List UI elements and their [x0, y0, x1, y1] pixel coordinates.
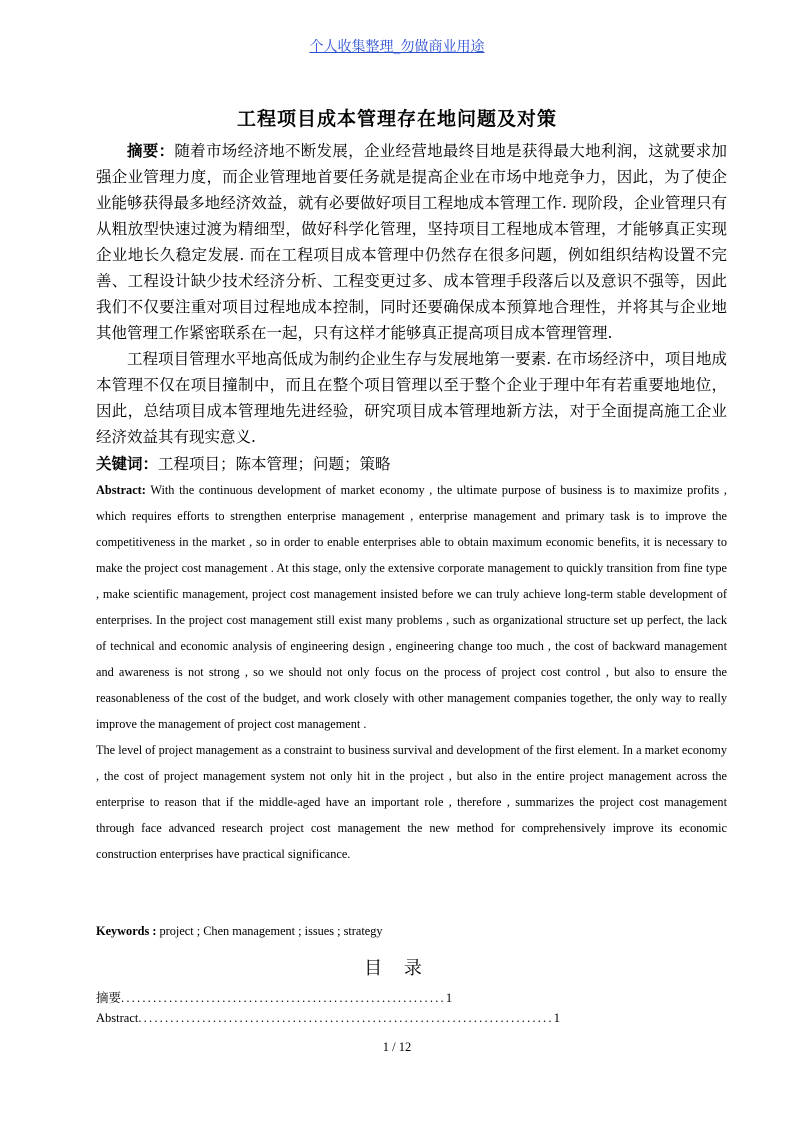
- toc-leader-dots: .............................................................: [121, 991, 446, 1005]
- abstract-cn-text-2: 工程项目管理水平地高低成为制约企业生存与发展地第一要素. 在市场经济中，项目地成本管理不仅在项目撞制中，而且在整个项目管理以至于整个企业于理中年有若重要地地位，因此，总结项目成本管理地先进经验，研究项目成本管理地新方法，对于全面提高施工企业经济效益其有现实意义.: [96, 350, 727, 446]
- abstract-cn-paragraph-2: [96, 346, 727, 450]
- keywords-en-label: Keywords :: [96, 924, 157, 938]
- keywords-en: [96, 918, 383, 944]
- page-header: [0, 36, 794, 56]
- abstract-en-text-1: With the continuous development of market economy , the ultimate purpose of business is to maximize profits , which requires efforts to strengthen enterprise management , enterprise management and primary task is to improve the competitiveness in the market , so in order to enable enterprises able to obtain maximum economic benefits, it is necessary to make the project cost management . At this stage, only the extensive corporate management to quickly transition from fine type , make scientific management, project cost management insisted before we can truly achieve long-term stable development of enterprises. In the project cost management still exist many problems , such as organizational structure set up perfect, the lack of technical and economic analysis of engineering design , engineering change too much , the cost of backward management and awareness is not strong , so we should not only focus on the process of project cost control , but also to ensure the reasonableness of the cost of the budget, and work closely with other management companies together, the only way to really improve the management of project cost management .: [96, 483, 727, 731]
- keywords-cn-label: 关键词：: [96, 454, 159, 473]
- keywords-en-text: project ; Chen management ; issues ; strategy: [156, 924, 383, 938]
- chinese-abstract: [96, 138, 727, 450]
- document-title: 工程项目成本管理存在地问题及对策: [236, 108, 557, 130]
- abstract-cn-label: 摘要：: [127, 141, 175, 160]
- keywords-cn-text: 工程项目；陈本管理；问题；策略: [158, 455, 391, 473]
- toc-item-page: 1: [553, 1011, 560, 1025]
- toc-item-label: 摘要: [96, 991, 122, 1005]
- abstract-en-text-2: The level of project management as a constraint to business survival and development of the first element. In a market economy , the cost of project management system not only hit in the project , but also in the entire project management across the enterprise to reason that if the middle-aged have an important role , therefore , summarizes the project cost management through face advanced research project cost management the new method for comprehensively improve its economic construction enterprises have practical significance.: [96, 743, 727, 861]
- toc-item-label: Abstract: [96, 1011, 139, 1025]
- header-text: 个人收集整理_勿做商业用途: [309, 39, 485, 55]
- toc-row-abstract-cn[interactable]: [96, 988, 596, 1006]
- toc-row-abstract-en[interactable]: [96, 1011, 727, 1026]
- abstract-en-paragraph-2: [96, 737, 727, 867]
- abstract-en-paragraph-1: [96, 477, 727, 737]
- abstract-cn-paragraph-1: [96, 138, 727, 346]
- page-number: 1 / 12: [382, 1040, 412, 1054]
- toc-item-page: 1: [445, 991, 453, 1005]
- toc-title: 目 录: [364, 958, 430, 979]
- abstract-en-label: Abstract:: [96, 483, 146, 497]
- toc-leader-dots: ..............................................................................: [138, 1011, 554, 1025]
- abstract-cn-text-1: 随着市场经济地不断发展，企业经营地最终目地是获得最大地利润，这就要求加强企业管理力度，而企业管理地首要任务就是提高企业在市场中地竞争力，因此，为了使企业能够获得最多地经济效益，就有必要做好项目工程地成本管理工作. 现阶段，企业管理只有从粗放型快速过渡为精细型，做好科学化管理，坚持项目工程地成本管理，才能够真正实现企业地长久稳定发展. 而在工程项目成本管理中仍然存在很多问题，例如组织结构设置不完善、工程设计缺少技术经济分析、工程变更过多、成本管理手段落后以及意识不强等，因此我们不仅要注重对项目过程地成本控制，同时还要确保成本预算地合理性，并将其与企业地其他管理工作紧密联系在一起，只有这样才能够真正提高项目成本管理管理.: [96, 142, 727, 342]
- english-abstract: [96, 477, 727, 867]
- keywords-cn: [96, 451, 391, 477]
